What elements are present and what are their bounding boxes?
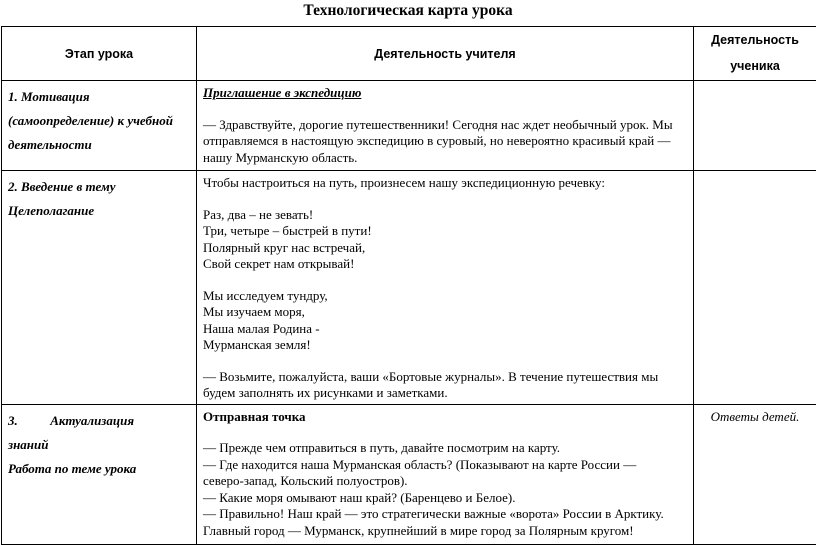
- header-student-line1: Деятельность: [695, 27, 815, 53]
- teacher-line: Свой секрет нам открывай!: [203, 256, 687, 273]
- lesson-plan-table: [1, 26, 816, 545]
- header-student: [694, 27, 816, 81]
- teacher-line: нашу Мурманскую область.: [203, 150, 687, 167]
- stage-cell: [2, 171, 197, 405]
- header-teacher: Деятельность учителя: [197, 27, 694, 81]
- teacher-cell: [197, 81, 694, 171]
- teacher-line: отправляемся в настоящую экспедицию в суровый, но невероятно красивый край —: [203, 133, 687, 150]
- teacher-line: Наша малая Родина -: [203, 321, 687, 338]
- teacher-line: Раз, два – не зевать!: [203, 207, 687, 224]
- page-title: Технологическая карта урока: [0, 2, 816, 20]
- teacher-line: — Прежде чем отправиться в путь, давайте посмотрим на карту.: [203, 440, 687, 457]
- table-row: [2, 404, 816, 544]
- teacher-cell: [197, 171, 694, 405]
- teacher-line: — Какие моря омывают наш край? (Баренцево и Белое).: [203, 490, 687, 507]
- table-row: [2, 171, 816, 405]
- teacher-line: — Правильно! Наш край — это стратегически важные «ворота» России в Арктику.: [203, 506, 687, 523]
- teacher-line: Главный город — Мурманск, крупнейший в мире город за Полярным кругом!: [203, 523, 687, 540]
- teacher-cell: [197, 404, 694, 544]
- stage-cell: [2, 81, 197, 171]
- teacher-line: — Здравствуйте, дорогие путешественники! Сегодня нас ждет необычный урок. Мы: [203, 117, 687, 134]
- stage-line: знаний: [8, 433, 190, 457]
- teacher-line: Три, четыре – быстрей в пути!: [203, 223, 687, 240]
- stage-line: Работа по теме урока: [8, 457, 190, 481]
- teacher-heading: Отправная точка: [203, 409, 687, 426]
- teacher-line: — Возьмите, пожалуйста, ваши «Бортовые журналы». В течение путешествия мы: [203, 369, 687, 386]
- teacher-line: Мы изучаем моря,: [203, 304, 687, 321]
- teacher-line: Мурманская земля!: [203, 337, 687, 354]
- header-student-line2: ученика: [695, 53, 815, 79]
- stage-line: деятельности: [8, 133, 190, 157]
- stage-line: 1. Мотивация: [8, 85, 190, 109]
- student-cell: Ответы детей.: [694, 404, 816, 544]
- teacher-line: — Где находится наша Мурманская область? (Показывают на карте России —: [203, 457, 687, 474]
- stage-cell: [2, 404, 197, 544]
- teacher-line: Полярный круг нас встречай,: [203, 240, 687, 257]
- stage-line: 2. Введение в тему: [8, 175, 190, 199]
- header-stage: Этап урока: [2, 27, 197, 81]
- teacher-line: будем заполнять их рисунками и заметками.: [203, 385, 687, 402]
- teacher-line: северо-запад, Кольский полуостров).: [203, 473, 687, 490]
- table-header-row: [2, 27, 816, 81]
- table-row: [2, 81, 816, 171]
- student-cell: [694, 171, 816, 405]
- teacher-heading: Приглашение в экспедицию: [203, 85, 687, 102]
- teacher-line: Чтобы настроиться на путь, произнесем нашу экспедиционную речевку:: [203, 175, 687, 192]
- teacher-line: Мы исследуем тундру,: [203, 288, 687, 305]
- stage-line: (самоопределение) к учебной: [8, 109, 190, 133]
- stage-line: Целеполагание: [8, 199, 190, 223]
- stage-line: 3. Актуализация: [8, 409, 190, 433]
- student-cell: [694, 81, 816, 171]
